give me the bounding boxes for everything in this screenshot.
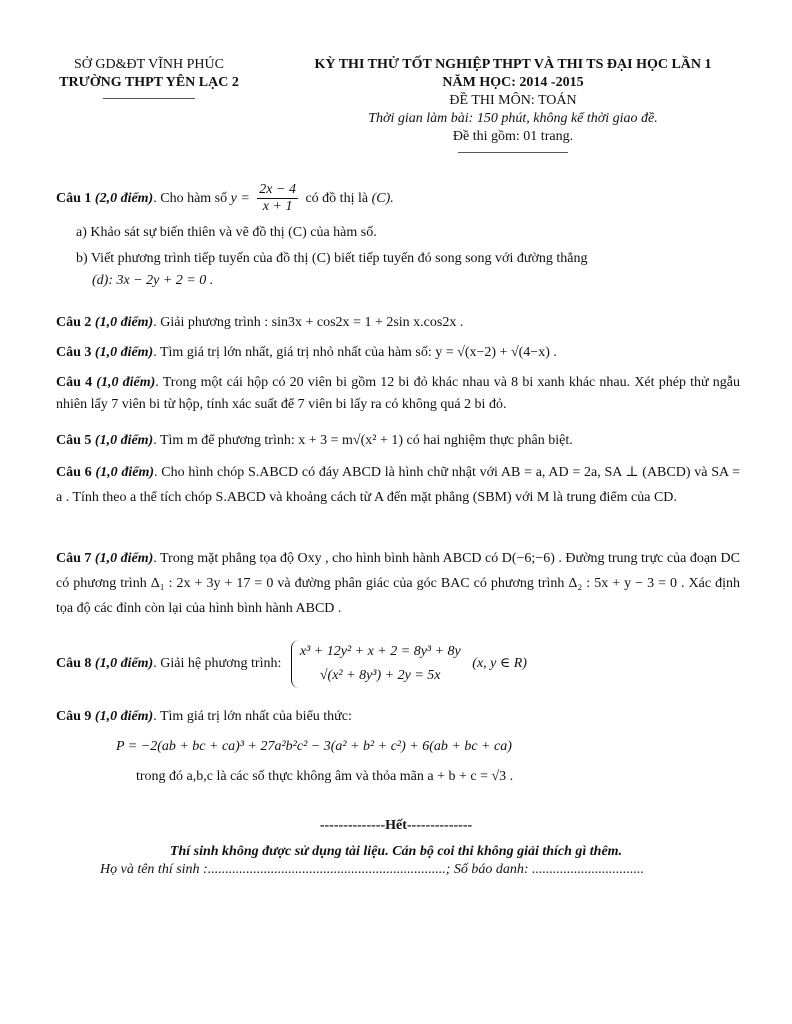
question-text: . Trong một cái hộp có 20 viên bi gồm 12 bi đỏ khác nhau và 8 bi xanh khác nhau. Xét phép thử ngẫu nhiên lấy 7 viên bi từ hộp, tính xác suất để 7 viên bi lấy ra có không quá 2 bi đỏ. — [56, 375, 740, 412]
exam-note: Thí sinh không được sử dụng tài liệu. Cán bộ coi thi không giải thích gì thêm. — [169, 844, 623, 859]
question-label: Câu 5 — [56, 433, 92, 448]
function-y: y = — [230, 191, 250, 206]
exam-subject: ĐỀ THI MÔN: TOÁN — [449, 93, 577, 108]
question-1 — [56, 180, 740, 292]
equation-system — [291, 640, 461, 688]
question-text: . Cho hình chóp S.ABCD có đáy ABCD là hình chữ nhật với AB = a, AD = 2a, SA ⊥ (ABCD) và SA = a . Tính theo a thể tích chóp S.ABCD và khoảng cách từ A đến mặt phẳng (SBM) với M là trung điểm của CD. — [56, 465, 740, 505]
part-a: a) Khảo sát sự biến thiên và vẽ đồ thị (C) của hàm số. — [76, 225, 377, 240]
equation-2: √(x² + 8y³) + 2y = 5x — [319, 668, 441, 683]
question-text: . Giải hệ phương trình: — [153, 656, 282, 672]
question-5 — [56, 430, 740, 452]
end-marker: --------------Hết-------------- — [319, 818, 473, 833]
question-points: (1,0 điểm) — [94, 315, 154, 330]
fraction-denominator: x + 1 — [262, 199, 293, 215]
question-label: Câu 7 — [56, 551, 92, 566]
department-name: SỞ GD&ĐT VĨNH PHÚC — [73, 57, 224, 72]
exam-header — [278, 56, 748, 153]
question-points: (1,0 điểm) — [94, 709, 154, 724]
school-year: NĂM HỌC: 2014 -2015 — [442, 75, 584, 90]
question-points: (1,0 điểm) — [96, 375, 156, 390]
question-points: (1,0 điểm) — [94, 433, 154, 448]
question-points: (1,0 điểm) — [94, 345, 154, 360]
question-points: (1,0 điểm) — [94, 551, 154, 566]
equation-1: x³ + 12y² + x + 2 = 8y³ + 8y — [299, 644, 461, 659]
question-label: Câu 4 — [56, 375, 93, 390]
fraction-numerator: 2x − 4 — [259, 182, 296, 198]
question-points: (1,0 điểm) — [95, 465, 154, 480]
exam-duration: Thời gian làm bài: 150 phút, không kể thời giao đề. — [368, 111, 658, 126]
school-name: TRƯỜNG THPT YÊN LẠC 2 — [59, 75, 239, 90]
condition: trong đó a,b,c là các số thực không âm và thỏa mãn a + b + c = √3 . — [136, 769, 514, 784]
question-8 — [56, 640, 740, 688]
question-label: Câu 3 — [56, 345, 92, 360]
exam-pages: Đề thi gồm: 01 trang. — [452, 129, 574, 144]
question-label: Câu 6 — [56, 465, 92, 480]
header-right-rule — [458, 152, 568, 153]
candidate-info-line: Họ và tên thí sinh :....................................................................; Số báo danh: ................................ — [100, 862, 645, 877]
question-4 — [56, 372, 740, 416]
school-header — [34, 56, 264, 99]
question-points: (2,0 điểm) — [94, 191, 154, 206]
question-points: (1,0 điểm) — [94, 656, 154, 672]
part-b: b) Viết phương trình tiếp tuyến của đồ thị (C) biết tiếp tuyến đó song song với đường thẳng — [76, 251, 588, 266]
question-label: Câu 9 — [56, 709, 92, 724]
question-3 — [56, 342, 740, 364]
question-text: . Giải phương trình : sin3x + cos2x = 1 + 2sin x.cos2x . — [153, 315, 464, 330]
header-left-rule — [103, 98, 195, 99]
question-label: Câu 8 — [56, 656, 92, 672]
question-text-post: có đồ thị là — [305, 191, 369, 206]
function-fraction — [257, 182, 298, 215]
question-text: . Tìm giá trị lớn nhất của biểu thức: — [153, 709, 352, 724]
question-2 — [56, 312, 740, 334]
exam-title: KỲ THI THỬ TỐT NGHIỆP THPT VÀ THI TS ĐẠI HỌC LẦN 1 — [314, 57, 712, 72]
question-9 — [56, 706, 740, 788]
graph-name: (C). — [371, 191, 394, 206]
question-label: Câu 2 — [56, 315, 92, 330]
question-label: Câu 1 — [56, 191, 92, 206]
question-text: . Tìm giá trị lớn nhất, giá trị nhỏ nhất của hàm số: y = √(x−2) + √(4−x) . — [153, 345, 557, 360]
equation-domain: (x, y ∈ R) — [472, 656, 527, 672]
expression-p: P = −2(ab + bc + ca)³ + 27a²b²c² − 3(a² + b² + c²) + 6(ab + bc + ca) — [116, 739, 512, 754]
question-text: . Trong mặt phẳng tọa độ Oxy , cho hình bình hành ABCD có D(−6;−6) . Đường trung trực của đoạn DC có phương trình Δ₁ : 2x + 3y + 17 = 0 và đường phân giác của góc BAC có phương trình Δ₂ : 5x + y − 3 = 0 . Xác định tọa độ các đỉnh còn lại của hình bình hành ABCD . — [56, 551, 740, 616]
question-text: . Cho hàm số — [153, 191, 228, 206]
question-text: . Tìm m để phương trình: x + 3 = m√(x² + 1) có hai nghiệm thực phân biệt. — [153, 433, 573, 448]
line-d: (d): 3x − 2y + 2 = 0 . — [92, 273, 214, 288]
question-6 — [56, 460, 740, 510]
question-7 — [56, 546, 740, 621]
